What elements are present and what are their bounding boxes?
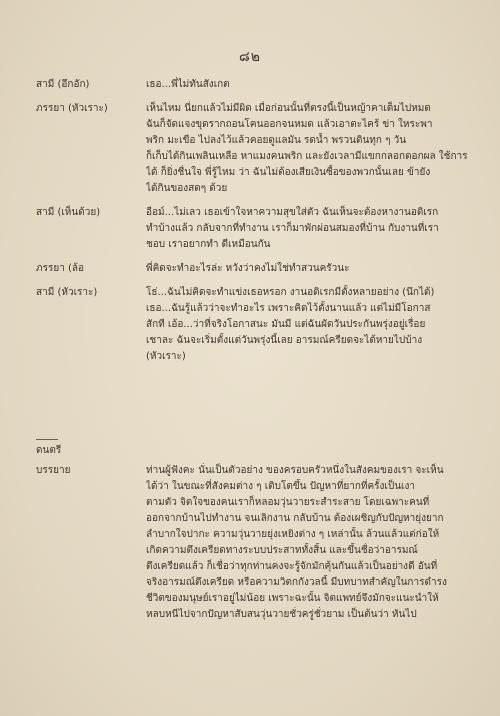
narration-line: ท่านผู้ฟังคะ นั่นเป็นตัวอย่าง ของครอบครัวหนึ่งในสังคมของเรา จะเห็น bbox=[146, 465, 444, 476]
dialogue-line: เห็นไหม นี่ยกแล้วไม่มีผิด เมื่อก่อนนั้นที่ตรงนี้เป็นหญ้าคาเต็มไปหมด bbox=[146, 103, 431, 114]
narration-line: ตามตัว จิตใจของคนเราก็หลอมวุ่นวายระสำระสาย โดยเฉพาะคนที่ bbox=[146, 497, 430, 508]
narration-row bbox=[36, 463, 470, 623]
speaker-label: สามี (อึกอัก) bbox=[36, 79, 90, 90]
dialogue-line: พี่คิดจะทำอะไรล่ะ หวังว่าคงไม่ใช่ทำสวนครัวนะ bbox=[146, 263, 350, 274]
narration-line: ชีวิตของมนุษย์เราอยู่ไม่น้อย เพราะฉะนั้น จิตแพทย์จึงมักจะแนะนำให้ bbox=[146, 593, 439, 604]
dialogue-line: เชาละ ฉันจะเริ่มตั้งแต่วันพรุ่งนี้เลย อารมณ์ครียดจะได้หายไปบ้าง bbox=[146, 335, 423, 346]
speaker-label: ภรรยา (หัวเราะ) bbox=[36, 103, 108, 114]
dialogue-text bbox=[146, 101, 470, 197]
dialogue-line: ฉันก็จัดแจงขุดรากถอนโคนออกจนหมด แล้วเอาตะไคร้ ข่า ใหระพา bbox=[146, 119, 433, 130]
dialogue-line: โธ่...ฉันไม่คิดจะทำแข่งเธอหรอก งานอดิเรกมีตั้งหลายอย่าง (นึกได้) bbox=[146, 287, 435, 298]
narration-line: จริงอารมณ์ตึงเครียด หรือความวิตกกังวลนี้ มีบทบาทสำคัญในการดำรง bbox=[146, 577, 447, 588]
narration-line: เกิดความตึงเครียดทางระบบประสาททั้งสิ้น และขึ้นชื่อว่าอารมณ์ bbox=[146, 545, 418, 556]
dialogue-line: (หัวเราะ) bbox=[146, 351, 186, 362]
dialogue-line: เธอ...พี่ไม่ทันสังเกต bbox=[146, 79, 230, 90]
dialogue-row bbox=[36, 77, 470, 93]
dialogue-text bbox=[146, 261, 470, 277]
speaker-label: ภรรยา (ล้อ bbox=[36, 263, 85, 274]
dialogue-line: ได้กินของสดๆ ด้วย bbox=[146, 183, 228, 194]
page-number: ๘๒ bbox=[238, 49, 262, 65]
narration-section bbox=[36, 463, 470, 623]
dialogue-line: สักที เอ้อ...ว่าที่จริงโอกาสนะ มันมี แต่ฉันผัดวันประกันพรุ่งอยู่เรื่อย bbox=[146, 319, 426, 330]
narration-line: หลบหนีไปจากปัญหาสับสนวุ่นวายชั่วครู่ชั่วยาม เป็นต้นว่า หันไป bbox=[146, 609, 417, 620]
narrator-label: บรรยาย bbox=[36, 465, 71, 476]
dialogue-line: ทำบ้างแล้ว กลับจากที่ทำงาน เราก็มาพักผ่อนสมองที่บ้าน กับงานที่เรา bbox=[146, 223, 439, 234]
dialogue-line: พริก มะเขือ ไปลงไว้แล้วคอยดูแลมัน รดน้ำ พรวนดินทุก ๆ วัน bbox=[146, 135, 407, 146]
dialogue-row bbox=[36, 285, 470, 365]
dialogue-row bbox=[36, 205, 470, 253]
narration-line: ออกจากบ้านไปทำงาน จนเลิกงาน กลับบ้าน ต้องเผชิญกับปัญหายุ่งยาก bbox=[146, 513, 444, 524]
narration-text bbox=[146, 463, 470, 623]
dialogue-line: อือม์...ไม่เลว เธอเข้าใจหาความสุขใส่ตัว ฉันเห็นจะต้องหางานอดิเรก bbox=[146, 207, 439, 218]
narration-line: ตึงเครียดแล้ว ก็เชื่อว่าทุกท่านคงจะรู้จักมักคุ้นกันแล้วเป็นอย่างดี อันที่ bbox=[146, 561, 438, 572]
dialogue-text bbox=[146, 205, 470, 253]
speaker-label: สามี (หัวเราะ) bbox=[36, 287, 98, 298]
dialogue-line: ก็เก็บได้กินเพลินเหลือ หาแมงคนพริก และยังเวลามีแขกกลอกดอกผล ใช้การ bbox=[146, 151, 468, 162]
dialogue-text bbox=[146, 77, 470, 93]
dialogue-text bbox=[146, 285, 470, 365]
section-divider bbox=[36, 439, 58, 440]
dialogue-line: ได้ ก็ยิ่งชื่นใจ พี่รู้ไหม ว่า ฉันไม่ต้องเสียเงินซื้อของพวกนั้นเลย ข้ายัง bbox=[146, 167, 431, 178]
dialogue-line: เธอ...ฉันรู้แล้วว่าจะทำอะไร เพราะคิดไว้ตั้งนานแล้ว แต่ไม่มีโอกาส bbox=[146, 303, 431, 314]
narration-line: ได้ว่า ในขณะที่สังคมต่าง ๆ เติบโตขึ้น ปัญหาที่ยากที่ครั้งเป็นเงา bbox=[146, 481, 415, 492]
dialogue-line: ชอบ เราอยากทำ ดีเหมือนกัน bbox=[146, 239, 271, 250]
dialogue-row bbox=[36, 261, 470, 277]
dialogue-section bbox=[36, 77, 470, 365]
narration-line: ลำบากใจปากะ ความวุ่นวายยุ่งเหยิงต่าง ๆ เหล่านั้น ล้วนแล้วแต่ก่อให้ bbox=[146, 529, 440, 540]
section-heading: ดนตรี bbox=[36, 445, 62, 456]
speaker-label: สามี (เห็นด้วย) bbox=[36, 207, 101, 218]
dialogue-row bbox=[36, 101, 470, 197]
